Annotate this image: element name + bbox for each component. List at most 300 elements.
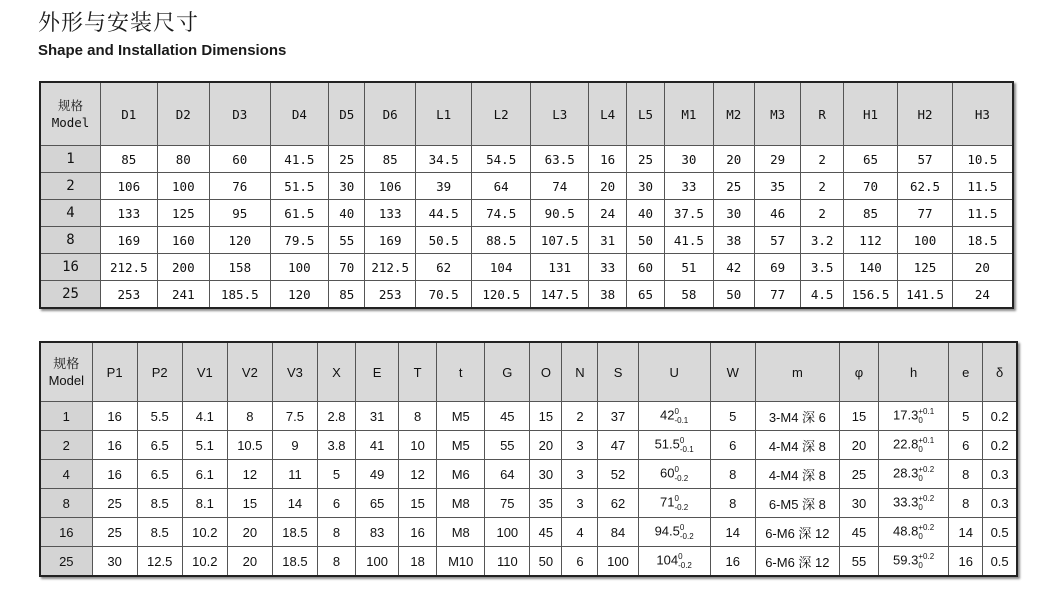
value-cell: 45: [485, 402, 530, 431]
value-cell: 65: [626, 281, 664, 309]
model-cell: 16: [40, 254, 101, 281]
column-header: L4: [589, 82, 626, 146]
table-row: [40, 547, 1017, 577]
value-cell: 42: [713, 254, 754, 281]
value-cell: 45: [839, 518, 878, 547]
tolerance-upper: 0: [679, 436, 685, 445]
table-row: [40, 281, 1013, 309]
value-cell: 133: [101, 200, 158, 227]
value-cell: 35: [754, 173, 800, 200]
value-cell: 15: [839, 402, 878, 431]
tolerance-lower: -0.2: [678, 561, 692, 570]
value-cell: 20: [952, 254, 1013, 281]
value-cell: 0.5: [983, 518, 1017, 547]
value-cell: 2: [562, 402, 598, 431]
table-row: [40, 431, 1017, 460]
tolerance-cell: [638, 402, 710, 431]
value-cell: 33: [589, 254, 626, 281]
dimensions-table-2: [39, 341, 1018, 577]
value-cell: 62.5: [898, 173, 953, 200]
table-header-row: [40, 342, 1017, 402]
value-cell: 14: [710, 518, 755, 547]
column-header: R: [801, 82, 843, 146]
tolerance-upper: +0.2: [918, 523, 935, 532]
column-header: V1: [182, 342, 227, 402]
value-cell: 4: [562, 518, 598, 547]
value-cell: 120: [270, 281, 329, 309]
value-cell: 3-M4 深 6: [755, 402, 839, 431]
value-cell: 90.5: [530, 200, 589, 227]
column-header: L3: [530, 82, 589, 146]
value-cell: 77: [754, 281, 800, 309]
value-cell: 20: [227, 518, 272, 547]
value-cell: 50: [626, 227, 664, 254]
value-cell: 8.1: [182, 489, 227, 518]
table-row: [40, 402, 1017, 431]
value-cell: 30: [329, 173, 365, 200]
column-header: L5: [626, 82, 664, 146]
model-header: [40, 82, 101, 146]
model-header-cn: 规格: [58, 98, 84, 113]
value-cell: 4.1: [182, 402, 227, 431]
model-cell: 8: [40, 227, 101, 254]
value-cell: 3: [562, 431, 598, 460]
value-cell: 30: [665, 146, 713, 173]
value-cell: 2: [801, 173, 843, 200]
value-cell: 25: [713, 173, 754, 200]
value-cell: 85: [365, 146, 415, 173]
tolerance-upper: +0.2: [918, 552, 935, 561]
tolerance-limits: [918, 494, 934, 512]
value-cell: M5: [437, 402, 485, 431]
model-cell: 25: [40, 547, 92, 577]
tolerance-base: 28.3: [893, 465, 919, 481]
value-cell: 64: [485, 460, 530, 489]
tolerance-base: 60: [660, 465, 675, 481]
tolerance-lower: 0: [918, 532, 923, 541]
value-cell: 141.5: [898, 281, 953, 309]
value-cell: 14: [272, 489, 317, 518]
value-cell: 0.2: [983, 431, 1017, 460]
tolerance-limits: [918, 407, 934, 425]
value-cell: 18.5: [272, 518, 317, 547]
value-cell: 69: [754, 254, 800, 281]
model-cell: 2: [40, 431, 92, 460]
value-cell: M8: [437, 518, 485, 547]
value-cell: 25: [92, 518, 137, 547]
value-cell: 63.5: [530, 146, 589, 173]
value-cell: 5.1: [182, 431, 227, 460]
column-header: D3: [210, 82, 271, 146]
value-cell: 46: [754, 200, 800, 227]
value-cell: 100: [270, 254, 329, 281]
tolerance-lower: -0.1: [674, 416, 689, 425]
value-cell: 45: [530, 518, 562, 547]
value-cell: 6-M6 深 12: [755, 547, 839, 577]
value-cell: 44.5: [415, 200, 472, 227]
value-cell: 6: [562, 547, 598, 577]
value-cell: 110: [485, 547, 530, 577]
value-cell: 30: [713, 200, 754, 227]
page-title-en: Shape and Installation Dimensions: [38, 42, 287, 59]
tolerance-limits: [918, 523, 934, 541]
model-cell: 4: [40, 460, 92, 489]
value-cell: 6: [710, 431, 755, 460]
value-cell: 16: [92, 431, 137, 460]
value-cell: 147.5: [530, 281, 589, 309]
tolerance-limits: [674, 407, 688, 425]
value-cell: 20: [713, 146, 754, 173]
value-cell: 11.5: [952, 173, 1013, 200]
value-cell: 16: [949, 547, 983, 577]
tolerance-cell: [638, 518, 710, 547]
value-cell: 100: [485, 518, 530, 547]
value-cell: 100: [356, 547, 399, 577]
value-cell: 85: [329, 281, 365, 309]
value-cell: 0.3: [983, 460, 1017, 489]
value-cell: 11.5: [952, 200, 1013, 227]
value-cell: 31: [356, 402, 399, 431]
value-cell: 20: [589, 173, 626, 200]
value-cell: 15: [227, 489, 272, 518]
tolerance-base: 33.3: [893, 494, 919, 510]
model-cell: 1: [40, 146, 101, 173]
value-cell: 38: [713, 227, 754, 254]
column-header: t: [437, 342, 485, 402]
column-header: L2: [472, 82, 531, 146]
column-header: φ: [839, 342, 878, 402]
value-cell: 70: [843, 173, 898, 200]
value-cell: 3.2: [801, 227, 843, 254]
column-header: D4: [270, 82, 329, 146]
tolerance-lower: -0.2: [679, 532, 694, 541]
tolerance-base: 22.8: [893, 436, 919, 452]
value-cell: 52: [598, 460, 638, 489]
value-cell: 76: [210, 173, 271, 200]
value-cell: 6-M6 深 12: [755, 518, 839, 547]
tolerance-upper: 0: [674, 407, 679, 416]
value-cell: 6-M5 深 8: [755, 489, 839, 518]
value-cell: 107.5: [530, 227, 589, 254]
page-title-cn: 外形与安装尺寸: [38, 11, 200, 36]
tolerance-base: 94.5: [654, 523, 680, 539]
value-cell: 185.5: [210, 281, 271, 309]
column-header: L1: [415, 82, 472, 146]
value-cell: 5: [949, 402, 983, 431]
value-cell: 253: [101, 281, 158, 309]
column-header: V3: [272, 342, 317, 402]
value-cell: 5: [710, 402, 755, 431]
value-cell: 55: [329, 227, 365, 254]
value-cell: 6.5: [137, 460, 182, 489]
value-cell: 20: [227, 547, 272, 577]
value-cell: M10: [437, 547, 485, 577]
value-cell: 25: [839, 460, 878, 489]
value-cell: 6: [949, 431, 983, 460]
value-cell: 10.2: [182, 518, 227, 547]
value-cell: 100: [898, 227, 953, 254]
value-cell: 30: [530, 460, 562, 489]
value-cell: 62: [598, 489, 638, 518]
value-cell: M6: [437, 460, 485, 489]
value-cell: 156.5: [843, 281, 898, 309]
model-cell: 8: [40, 489, 92, 518]
value-cell: 8: [710, 460, 755, 489]
value-cell: 16: [399, 518, 437, 547]
tolerance-limits: [674, 465, 688, 483]
tolerance-upper: 0: [674, 494, 679, 503]
column-header: h: [879, 342, 949, 402]
value-cell: 33: [665, 173, 713, 200]
value-cell: 112: [843, 227, 898, 254]
column-header: M1: [665, 82, 713, 146]
value-cell: 253: [365, 281, 415, 309]
model-cell: 25: [40, 281, 101, 309]
table-row: [40, 254, 1013, 281]
value-cell: 74.5: [472, 200, 531, 227]
value-cell: 16: [589, 146, 626, 173]
value-cell: 14: [949, 518, 983, 547]
value-cell: 50.5: [415, 227, 472, 254]
table-row: [40, 489, 1017, 518]
tolerance-lower: 0: [918, 474, 923, 483]
tolerance-base: 48.8: [893, 523, 919, 539]
tolerance-cell: [879, 431, 949, 460]
column-header: V2: [227, 342, 272, 402]
value-cell: 41: [356, 431, 399, 460]
column-header: D1: [101, 82, 158, 146]
value-cell: 3: [562, 489, 598, 518]
value-cell: 80: [157, 146, 209, 173]
tolerance-upper: +0.2: [918, 465, 935, 474]
column-header: e: [949, 342, 983, 402]
tolerance-limits: [918, 436, 934, 454]
value-cell: 18: [399, 547, 437, 577]
tolerance-lower: 0: [918, 561, 923, 570]
value-cell: 169: [101, 227, 158, 254]
column-header: E: [356, 342, 399, 402]
value-cell: 133: [365, 200, 415, 227]
value-cell: 50: [713, 281, 754, 309]
value-cell: 6.1: [182, 460, 227, 489]
value-cell: 37.5: [665, 200, 713, 227]
column-header: M2: [713, 82, 754, 146]
value-cell: 8: [710, 489, 755, 518]
value-cell: 6.5: [137, 431, 182, 460]
tolerance-base: 42: [660, 407, 675, 423]
value-cell: 40: [626, 200, 664, 227]
value-cell: 8: [227, 402, 272, 431]
value-cell: 25: [329, 146, 365, 173]
tolerance-upper: +0.2: [918, 494, 935, 503]
value-cell: 31: [589, 227, 626, 254]
tolerance-upper: +0.1: [918, 407, 935, 416]
value-cell: 51: [665, 254, 713, 281]
value-cell: 12: [399, 460, 437, 489]
tolerance-cell: [879, 489, 949, 518]
tolerance-upper: 0: [678, 552, 683, 561]
tolerance-cell: [638, 489, 710, 518]
value-cell: 37: [598, 402, 638, 431]
value-cell: 131: [530, 254, 589, 281]
tolerance-base: 71: [660, 494, 675, 510]
value-cell: 61.5: [270, 200, 329, 227]
value-cell: 54.5: [472, 146, 531, 173]
value-cell: 8: [399, 402, 437, 431]
column-header: δ: [983, 342, 1017, 402]
column-header: P2: [137, 342, 182, 402]
column-header: D2: [157, 82, 209, 146]
value-cell: 15: [399, 489, 437, 518]
value-cell: 39: [415, 173, 472, 200]
value-cell: 60: [626, 254, 664, 281]
column-header: D5: [329, 82, 365, 146]
value-cell: 200: [157, 254, 209, 281]
value-cell: 57: [754, 227, 800, 254]
column-header: N: [562, 342, 598, 402]
tolerance-limits: [678, 552, 692, 570]
value-cell: 55: [839, 547, 878, 577]
value-cell: 55: [485, 431, 530, 460]
value-cell: 8: [317, 547, 355, 577]
value-cell: 4-M4 深 8: [755, 460, 839, 489]
value-cell: 70: [329, 254, 365, 281]
model-cell: 16: [40, 518, 92, 547]
value-cell: 88.5: [472, 227, 531, 254]
value-cell: 241: [157, 281, 209, 309]
value-cell: 41.5: [665, 227, 713, 254]
table-row: [40, 200, 1013, 227]
value-cell: M5: [437, 431, 485, 460]
value-cell: 106: [101, 173, 158, 200]
tolerance-limits: [918, 552, 934, 570]
value-cell: 0.2: [983, 402, 1017, 431]
value-cell: 212.5: [101, 254, 158, 281]
tolerance-limits: [674, 494, 688, 512]
value-cell: 16: [710, 547, 755, 577]
value-cell: 7.5: [272, 402, 317, 431]
tolerance-limits: [680, 436, 694, 454]
table-row: [40, 460, 1017, 489]
value-cell: 47: [598, 431, 638, 460]
value-cell: 125: [157, 200, 209, 227]
value-cell: 10: [399, 431, 437, 460]
column-header: X: [317, 342, 355, 402]
value-cell: 100: [598, 547, 638, 577]
dimensions-table-1: [39, 81, 1014, 309]
table-row: [40, 227, 1013, 254]
value-cell: 158: [210, 254, 271, 281]
value-cell: 4.5: [801, 281, 843, 309]
model-header-cn: 规格: [53, 356, 80, 371]
value-cell: 20: [530, 431, 562, 460]
value-cell: 29: [754, 146, 800, 173]
model-cell: 2: [40, 173, 101, 200]
value-cell: 5.5: [137, 402, 182, 431]
value-cell: 25: [626, 146, 664, 173]
tolerance-lower: 0: [918, 445, 923, 454]
value-cell: 75: [485, 489, 530, 518]
tolerance-cell: [879, 460, 949, 489]
tolerance-limits: [680, 523, 694, 541]
value-cell: 57: [898, 146, 953, 173]
value-cell: 65: [356, 489, 399, 518]
model-header: [40, 342, 92, 402]
value-cell: 11: [272, 460, 317, 489]
value-cell: 24: [952, 281, 1013, 309]
value-cell: 169: [365, 227, 415, 254]
value-cell: 85: [843, 200, 898, 227]
tolerance-lower: -0.1: [679, 445, 694, 454]
value-cell: 64: [472, 173, 531, 200]
model-cell: 4: [40, 200, 101, 227]
value-cell: 25: [92, 489, 137, 518]
value-cell: 30: [92, 547, 137, 577]
value-cell: 84: [598, 518, 638, 547]
value-cell: 2: [801, 146, 843, 173]
value-cell: 8: [949, 489, 983, 518]
value-cell: 6: [317, 489, 355, 518]
column-header: U: [638, 342, 710, 402]
value-cell: 0.3: [983, 489, 1017, 518]
value-cell: 2: [801, 200, 843, 227]
value-cell: 12.5: [137, 547, 182, 577]
column-header: H3: [952, 82, 1013, 146]
table-header-row: [40, 82, 1013, 146]
value-cell: 100: [157, 173, 209, 200]
value-cell: 58: [665, 281, 713, 309]
value-cell: 65: [843, 146, 898, 173]
tolerance-lower: 0: [918, 416, 923, 425]
value-cell: 50: [530, 547, 562, 577]
tolerance-lower: -0.2: [674, 503, 689, 512]
tolerance-base: 51.5: [654, 436, 680, 452]
value-cell: 8: [949, 460, 983, 489]
value-cell: 4-M4 深 8: [755, 431, 839, 460]
value-cell: 120: [210, 227, 271, 254]
value-cell: 40: [329, 200, 365, 227]
tolerance-lower: -0.2: [674, 474, 689, 483]
tolerance-lower: 0: [918, 503, 923, 512]
value-cell: 35: [530, 489, 562, 518]
value-cell: 51.5: [270, 173, 329, 200]
tolerance-cell: [879, 547, 949, 577]
value-cell: 3.8: [317, 431, 355, 460]
value-cell: 24: [589, 200, 626, 227]
tolerance-base: 59.3: [893, 552, 919, 568]
value-cell: 106: [365, 173, 415, 200]
value-cell: 34.5: [415, 146, 472, 173]
value-cell: 83: [356, 518, 399, 547]
value-cell: 10.2: [182, 547, 227, 577]
column-header: D6: [365, 82, 415, 146]
tolerance-base: 104: [656, 552, 679, 568]
model-cell: 1: [40, 402, 92, 431]
tolerance-upper: +0.1: [918, 436, 935, 445]
column-header: H1: [843, 82, 898, 146]
value-cell: 60: [210, 146, 271, 173]
column-header: H2: [898, 82, 953, 146]
value-cell: 41.5: [270, 146, 329, 173]
value-cell: 18.5: [272, 547, 317, 577]
value-cell: 3.5: [801, 254, 843, 281]
column-header: S: [598, 342, 638, 402]
column-header: M3: [754, 82, 800, 146]
value-cell: 8: [317, 518, 355, 547]
value-cell: 16: [92, 402, 137, 431]
tolerance-cell: [638, 431, 710, 460]
value-cell: 15: [530, 402, 562, 431]
